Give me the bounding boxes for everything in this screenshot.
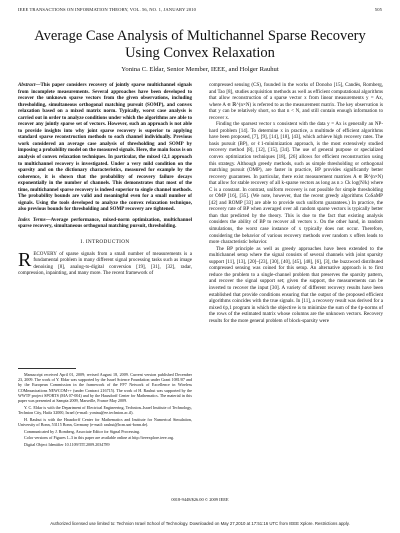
footnotes xyxy=(18,372,192,449)
right-column xyxy=(209,82,383,324)
footnote-communicated: Communicated by J. Romberg, Associate Editor for Signal Processing. xyxy=(24,428,141,434)
journal-header: IEEE TRANSACTIONS ON INFORMATION THEORY, VOL. 56, NO. 1, JANUARY 2010 xyxy=(18,7,197,12)
index-terms-text: Average performance, mixed-norm optimization, multichannel sparse recovery, simultaneous orthogonal matching pursuit, thresholding. xyxy=(18,216,192,230)
footnote-color: Color versions of Figures 1–3 in this paper are available online at http://ieeexplore.ieee.org. xyxy=(24,435,175,441)
body-paragraph: The BP principle as well as greedy approaches have been extended to the multichannel setup where the signal consists of several channels with joint sparsity support [11], [13], [20]–[23], [30], [40], [45], [48], [6], [3], the buzzword distributed compressed sensing was coined for this setup. An alternative approach is to first reduce the problem to a single-channel problem that preserves the sparsity pattern, and recover the signal support set; given the support, the measurements can be inverted to recover the input [30]. A variety of different recovery results have been established that provide conditions ensuring that the output of the proposed efficient algorithms coincides with the true signals. In [11], a recovery result was derived for a mixed ℓp,1 program in which the objective is to minimize the sum of the ℓp-norms of the rows of the estimated matrix whose columns are the unknown vectors. Recovery results for the more general problem of block-sparsity were xyxy=(209,245,383,324)
footnote-rule xyxy=(18,368,76,369)
abstract xyxy=(18,82,192,213)
section-heading: I. INTRODUCTION xyxy=(80,239,130,246)
paper-authors: Yonina C. Eldar, Senior Member, IEEE, and Holger Rauhut xyxy=(121,66,279,73)
body-paragraph: compressed sensing (CS), founded in the works of Donoho [15], Candès, Romberg, and Tao [8], studies acquisition methods as well as efficient computational algorithms that allow reconstruction of a sparse vector x from linear measurements y = Ax, where A ∈ ℝ^(n×N) is referred to as the measurement matrix. The key observation is that y can be relatively short, so that n < N, and still contain enough information to recover x. xyxy=(209,82,383,121)
page-number: 505 xyxy=(374,7,382,12)
intro-text: ECOVERY of sparse signals from a small number of measurements is a fundamental problem in many different signal processing tasks such as image denoising [8], analog-to-digital conversion [19], [31], [32], radar, compression, inpainting, and many more. The recent framework of xyxy=(18,250,192,277)
paper-title: Average Case Analysis of Multichannel Sparse Recovery Using Convex Relaxation xyxy=(34,28,366,61)
abstract-label: Abstract— xyxy=(18,82,41,88)
running-header xyxy=(18,7,382,15)
intro-paragraph xyxy=(18,248,192,277)
drop-cap: R xyxy=(18,248,32,271)
footnote-rauhut: H. Rauhut is with the Hausdorff Center for Mathematics and Institute for Numerical Simulation, University of Bonn, 53115 Bonn, Germany (e-mail: rauhut@hcm.uni-bonn.de). xyxy=(18,416,192,427)
license-notice: Authorized licensed use limited to: Technion Israel School of Technology. Downloaded on May 27,2010 at 17:51:16 UTC from IEEE Xplore. Restrictions apply. xyxy=(50,521,350,526)
footnote-doi: Digital Object Identifier 10.1109/TIT.2009.2034789 xyxy=(24,441,110,447)
left-column xyxy=(18,82,192,277)
index-terms xyxy=(18,217,192,230)
publication-info: 0018-9448/$26.00 © 2009 IEEE xyxy=(171,497,229,502)
footnote-eldar: Y. C. Eldar is with the Department of Electrical Engineering, Technion–Israel Institute of Technology, Technion City, Haifa 32000, Israel (e-mail: yonina@ee.technion.ac.il). xyxy=(18,404,192,415)
abstract-text: This paper considers recovery of jointly sparse multichannel signals from incomplete measurements. Several approaches have been developed to recover the unknown sparse vectors from the given observations, including thresholding, simultaneous orthogonal matching pursuit (SOMP), and convex relaxation based on a mixed matrix norm. Typically, worst case analysis is carried out in order to analyze conditions under which the algorithms are able to recover any jointly sparse set of vectors. However, such an approach is not able to provide insights into why joint sparse recovery is superior to applying standard sparse reconstruction methods to each channel individually. Previous work considered an average case analysis of thresholding and SOMP by imposing a probability model on the measured signals. Here, the main focus is on analysis of convex relaxation techniques. In particular, the mixed ℓ2,1 approach to multichannel recovery is investigated. Under a very mild condition on the sparsity and on the dictionary characteristics, measured for example by the coherence, it is shown that the probability of recovery failure decays exponentially in the number of channels. This demonstrates that most of the time, multichannel sparse recovery is indeed superior to single channel methods. The probability bounds are valid and meaningful even for a small number of signals. Using the tools developed to analyze the convex relaxation technique, also previous bounds for thresholding and SOMP recovery are tightened. xyxy=(18,82,192,213)
footnote-manuscript: Manuscript received April 01, 2009; revised August 18, 2009. Current version published December 23, 2009. The work of Y. Eldar was supported by the Israel Science Foundation under Grant 1081/07 and by the European Commission in the framework of the FP7 Network of Excellence in Wireless COMmunications NEWCOM++ (under Contract 216715). The work of H. Rauhut was supported by the WWTF project SPORTS (MA 07-004) and by the Hausdorff Center for Mathematics. The material in this paper was presented at Sampta 2009, Marseille, France May 2009. xyxy=(18,372,192,404)
body-paragraph: Finding the sparsest vector x consistent with the data y = Ax is generally an NP-hard problem [14]. To determine x in practice, a multitude of efficient algorithms have been proposed, [7], [9], [14], [18], [43], which achieve high recovery rates. The basis pursuit (BP), or ℓ1-minimization approach, is the most extensively studied recovery method [8], [12], [15], [34]. The use of general purpose or specialized convex optimization techniques [18], [26] allows for efficient reconstruction using this strategy. Although greedy methods, such as simple thresholding or orthogonal matching pursuit (OMP), are faster in practice, BP provides significantly better recovery guarantees. In particular, there exist measurement matrices A ∈ ℝ^(n×N) that allow for stable recovery of all k-sparse vectors as long as n ≥ Ck log(N/k) where C is a constant. In contrast, uniform recovery is not possible for simple thresholding or OMP [16], [35]. (We note, however, that the recent greedy algorithms CoSaMP [42] and ROMP [33] are able to provide such uniform guarantees.) In practice, the recovery rate of BP when averaged over all random sparse vectors is typically better than that predicted by the theory. This is due to the fact that existing analysis considers the ability of BP to recover all vectors x. On the other hand, in random simulations, the worst case instance of x typically does not occur. Therefore, considering the behavior of various recovery methods over random x offers leads to more characteristic behavior. xyxy=(209,121,383,246)
index-terms-label: Index Terms— xyxy=(18,216,51,223)
